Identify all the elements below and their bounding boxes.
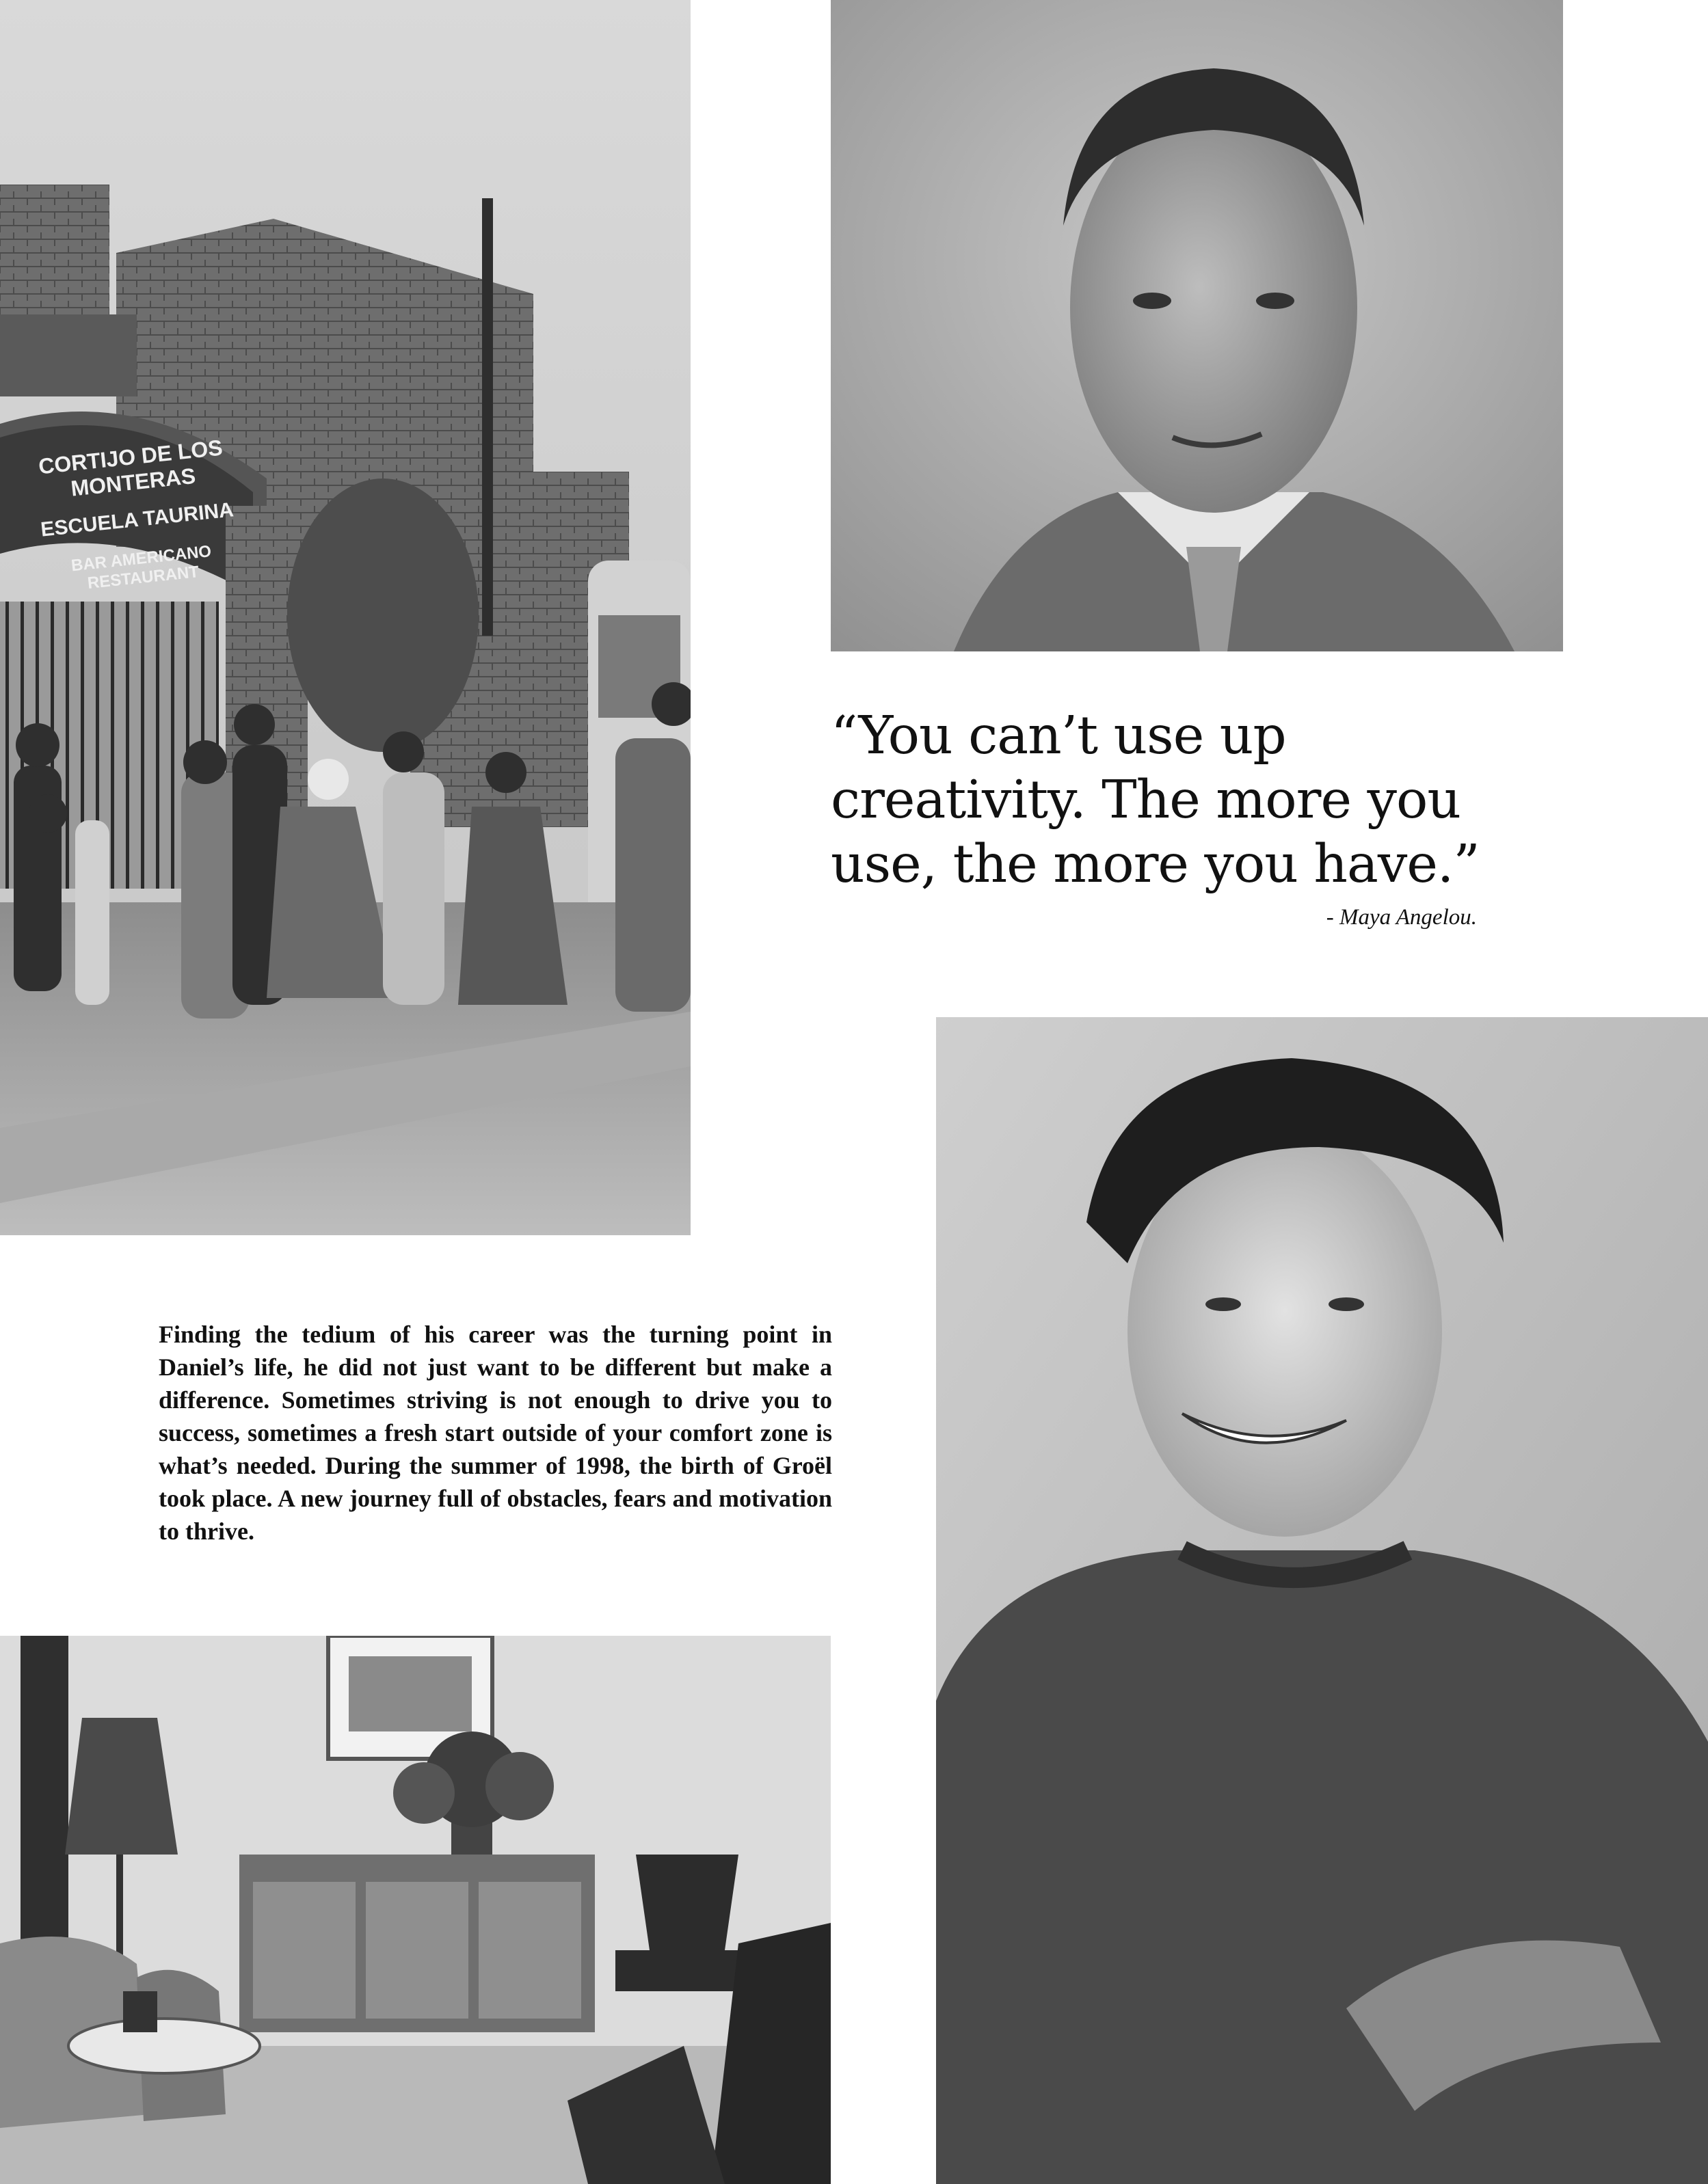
portrait-older-man-photo: [831, 0, 1563, 651]
gate-sign-line: ESCUELA TAURINA: [39, 498, 235, 541]
gate-sign: [7, 432, 267, 600]
quote-attribution: - Maya Angelou.: [1326, 905, 1477, 930]
portrait-young-man-photo: [936, 1017, 1708, 2184]
street-scene-photo: [0, 0, 691, 1235]
portrait-young-man-illustration: [936, 1017, 1708, 2184]
gate-sign-line: CORTIJO DE LOS MONTERAS: [37, 435, 224, 501]
street-scene-illustration: [0, 0, 691, 1235]
portrait-older-man-illustration: [831, 0, 1563, 651]
pull-quote: “You can’t use up creativity. The more you use, the more you have.”: [831, 705, 1480, 895]
gate-sign-line: BAR AMERICANO RESTAURANT: [70, 541, 213, 593]
interior-scene-photo: [0, 1636, 831, 2184]
body-paragraph: Finding the tedium of his career was the turning point in Daniel’s life, he did not just want to be different but make a difference. Sometimes striving is not enough to drive you to success, sometimes a fresh start outside of your comfort zone is what’s needed. During the summer of 1998, the birth of Groël took place. A new journey full of obstacles, fears and motivation to thrive.: [159, 1321, 832, 1545]
interior-scene-illustration: [0, 1636, 831, 2184]
